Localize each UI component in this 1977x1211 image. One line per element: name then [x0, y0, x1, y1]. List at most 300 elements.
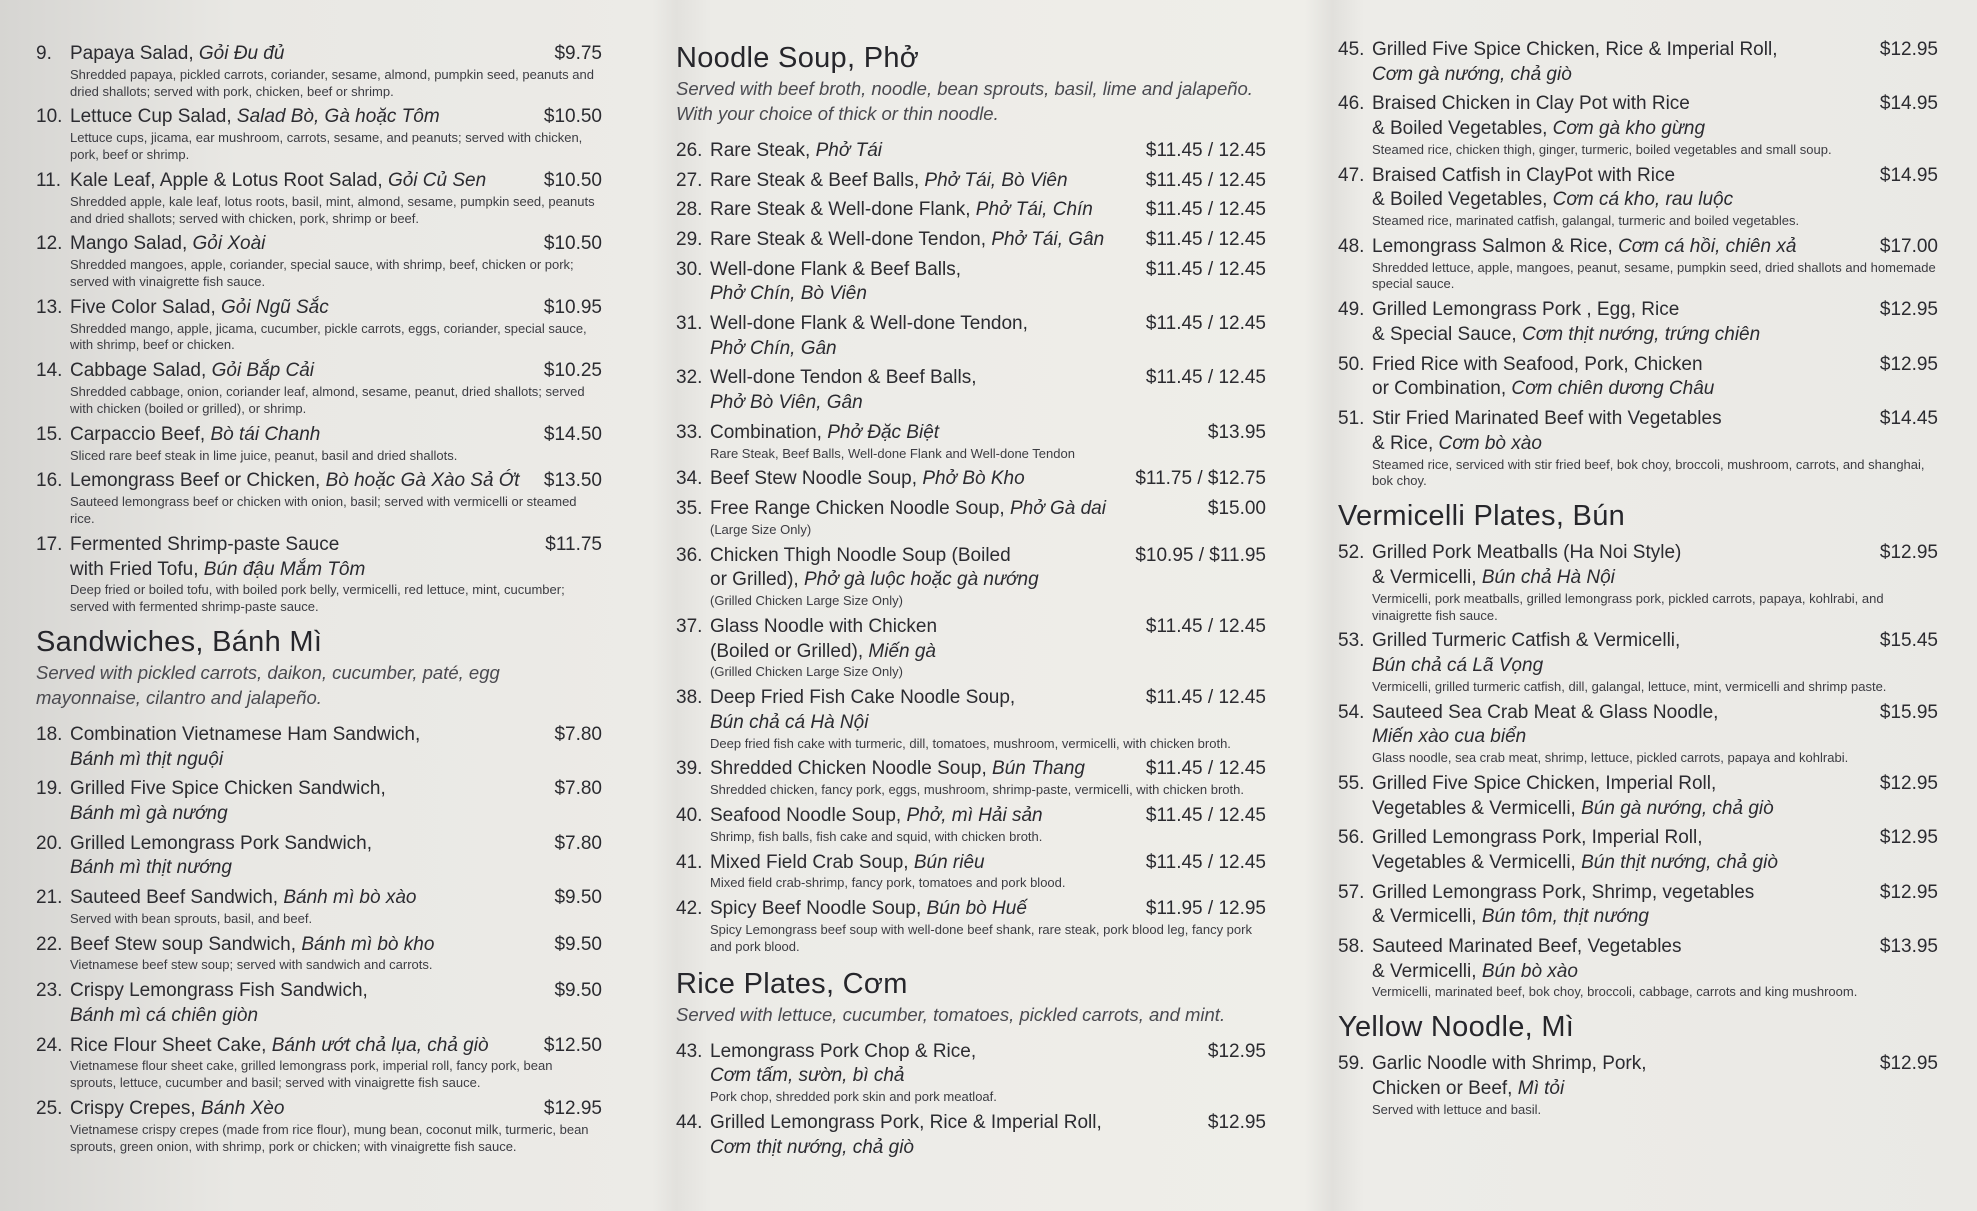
item-name — [710, 228, 1146, 253]
item-name — [710, 1111, 1208, 1136]
menu-item — [36, 979, 602, 1028]
item-name — [1372, 38, 1880, 63]
noodle-soup-section-title: Noodle Soup, Phở — [676, 42, 920, 74]
item-name-vietnamese: Bò hoặc Gà Xào Sả Ớt — [325, 470, 520, 492]
item-description: Vietnamese crispy crepes (made from rice flour), mung bean, coconut milk, turmeric, bean sprouts, green onion, with shrimp, pork or chicken; with vinaigrette fish sauce. — [70, 1121, 589, 1154]
item-name-english: Fermented Shrimp-paste Sauce — [70, 533, 340, 555]
item-description: Deep fried fish cake with turmeric, dill, tomatoes, mushroom, vermicelli, with chicken broth. — [710, 735, 1231, 751]
item-name-english: Grilled Five Spice Chicken, Imperial Roll, — [1372, 772, 1717, 794]
item-name-vietnamese: Phở Gà dai — [1009, 498, 1106, 520]
menu-item-line — [676, 757, 1266, 782]
item-name-vietnamese: Bún thịt nướng, chả giò — [1581, 852, 1778, 874]
menu-item — [676, 1111, 1266, 1160]
item-price: $10.95 / $11.95 — [1135, 544, 1266, 566]
item-description: Shredded chicken, fancy pork, eggs, mushroom, shrimp-paste, vermicelli, with chicken broth. — [710, 782, 1244, 798]
menu-item-line — [36, 979, 602, 1004]
item-number: 56. — [1338, 827, 1365, 849]
menu-item — [1338, 353, 1938, 402]
item-price: $17.00 — [1879, 235, 1938, 257]
menu-item-line — [36, 832, 602, 857]
item-name-vietnamese: Phở Chín, Bò Viên — [710, 283, 867, 305]
item-price: $12.95 — [1879, 353, 1938, 375]
menu-item-line — [36, 1097, 602, 1122]
item-name — [1372, 541, 1880, 566]
item-price: $11.45 / 12.45 — [1145, 367, 1266, 389]
menu-item-line — [1338, 1052, 1938, 1077]
menu-item-line — [1338, 353, 1938, 378]
item-number: 39. — [676, 758, 703, 780]
menu-item-line — [1338, 541, 1938, 566]
menu-item — [676, 258, 1266, 307]
item-name-english: Braised Catfish in ClayPot with Rice — [1372, 164, 1676, 186]
menu-item-line — [1338, 298, 1938, 323]
item-name-vietnamese: Miến xào cua biển — [1372, 726, 1527, 748]
menu-item-line — [676, 366, 1266, 391]
item-name-english: Free Range Chicken Noodle Soup, — [710, 498, 1010, 520]
noodle-soup-items — [676, 139, 1266, 956]
item-name-english: Well-done Tendon & Beef Balls, — [710, 367, 977, 389]
item-description: Shrimp, fish balls, fish cake and squid, with chicken broth. — [710, 828, 1043, 844]
item-name — [70, 832, 554, 857]
item-name — [70, 296, 544, 321]
item-name-english: Vegetables & Vermicelli, — [1372, 797, 1582, 819]
item-name — [70, 1034, 544, 1059]
item-name — [70, 42, 554, 67]
item-price: $10.50 — [543, 233, 602, 255]
item-price: $11.45 / 12.45 — [1145, 805, 1266, 827]
item-name-english: Chicken or Beef, — [1372, 1078, 1518, 1100]
menu-item-line — [676, 421, 1266, 446]
item-name-english: Fried Rice with Seafood, Pork, Chicken — [1372, 353, 1703, 375]
menu-item-line — [36, 886, 602, 911]
item-price: $9.50 — [554, 887, 602, 909]
item-name-english: Crispy Crepes, — [70, 1098, 201, 1120]
item-name — [70, 232, 544, 257]
item-name — [710, 497, 1208, 522]
item-number: 47. — [1338, 164, 1365, 186]
item-number: 37. — [676, 615, 703, 637]
salad-items — [36, 42, 602, 616]
menu-item-line — [36, 933, 602, 958]
item-price: $15.00 — [1207, 498, 1266, 520]
item-price: $14.45 — [1879, 408, 1938, 430]
item-name-vietnamese: Phở Tái, Bò Viên — [924, 169, 1068, 191]
item-number: 20. — [36, 832, 63, 854]
item-name-english: Combination, — [710, 421, 828, 443]
menu-item — [1338, 407, 1938, 490]
item-name-english: & Vermicelli, — [1372, 566, 1482, 588]
item-description: (Grilled Chicken Large Size Only) — [710, 664, 903, 680]
item-number: 52. — [1338, 542, 1365, 564]
item-number: 53. — [1338, 630, 1365, 652]
item-name — [70, 533, 545, 558]
item-description: Shredded mango, apple, jicama, cucumber, pickle carrots, eggs, coriander, special sauce, with shrimp, beef or chicken. — [70, 320, 587, 353]
item-name — [710, 544, 1135, 569]
item-name — [710, 366, 1146, 391]
item-name — [70, 777, 554, 802]
item-name-second-line — [36, 558, 602, 583]
menu-column-left — [36, 42, 602, 1161]
menu-item — [36, 105, 602, 163]
item-description: (Grilled Chicken Large Size Only) — [710, 593, 903, 609]
menu-item — [1338, 235, 1938, 293]
menu-item — [676, 421, 1266, 463]
item-name-vietnamese: Bánh mì thịt nguội — [70, 748, 224, 770]
item-name — [710, 312, 1146, 337]
menu-item — [676, 497, 1266, 539]
item-name — [70, 979, 554, 1004]
item-name-english: Rare Steak & Well-done Flank, — [710, 199, 976, 221]
menu-item-line — [36, 296, 602, 321]
menu-column-middle — [676, 28, 1266, 1165]
menu-item — [1338, 772, 1938, 821]
menu-item-line — [676, 198, 1266, 223]
item-name — [1372, 407, 1880, 432]
item-name — [70, 359, 544, 384]
menu-item — [36, 169, 602, 227]
item-name-english: Grilled Lemongrass Pork, Rice & Imperial Roll, — [710, 1111, 1102, 1133]
item-name-vietnamese: Bánh mì bò xào — [283, 887, 417, 909]
item-name-vietnamese: Phở Bò Viên, Gân — [710, 392, 863, 414]
item-name-vietnamese: Bún chả Hà Nội — [1481, 566, 1615, 588]
menu-item-line — [676, 228, 1266, 253]
item-name-second-line — [1338, 797, 1938, 822]
menu-item-line — [676, 851, 1266, 876]
item-name-second-line — [1338, 377, 1938, 402]
item-name-second-line — [1338, 117, 1938, 142]
item-name-english: Rare Steak, — [710, 139, 816, 161]
item-name-vietnamese: Bún đậu Mắm Tôm — [203, 558, 366, 580]
menu-item-line — [36, 423, 602, 448]
item-description: Lettuce cups, jicama, ear mushroom, carrots, sesame, and peanuts; served with chicken, pork, beef or shrimp. — [70, 130, 583, 163]
item-name-english: Grilled Lemongrass Pork , Egg, Rice — [1372, 299, 1680, 321]
item-name-vietnamese: Gỏi Đu đủ — [198, 43, 285, 64]
item-description: Served with bean sprouts, basil, and beef. — [70, 910, 313, 926]
item-name — [70, 105, 544, 130]
item-name-second-line — [1338, 566, 1938, 591]
item-name-english: & Boiled Vegetables, — [1372, 118, 1553, 140]
menu-item — [1338, 1052, 1938, 1118]
item-price: $12.95 — [1879, 827, 1938, 849]
menu-item — [676, 198, 1266, 223]
item-name-vietnamese: Gỏi Củ Sen — [387, 169, 487, 191]
menu-item-line — [1338, 826, 1938, 851]
item-name-vietnamese: Bún gà nướng, chả giò — [1581, 797, 1774, 819]
menu-item-line — [676, 467, 1266, 492]
item-name — [710, 169, 1146, 194]
item-price: $9.50 — [554, 933, 602, 955]
item-price: $11.45 / 12.45 — [1145, 313, 1266, 335]
item-name-english: Garlic Noodle with Shrimp, Pork, — [1372, 1053, 1647, 1075]
item-price: $13.95 — [1207, 421, 1266, 443]
menu-item — [1338, 881, 1938, 930]
item-name-english: Glass Noodle with Chicken — [710, 615, 938, 637]
menu-item-line — [36, 42, 602, 67]
menu-item-line — [1338, 92, 1938, 117]
item-description: Served with lettuce and basil. — [1372, 1101, 1542, 1117]
menu-item-line — [676, 139, 1266, 164]
yellow-noodle-section-title: Yellow Noodle, Mì — [1338, 1011, 1575, 1044]
vermicelli-items — [1338, 541, 1938, 1001]
item-name-english: Shredded Chicken Noodle Soup, — [710, 758, 993, 780]
item-name-english: & Boiled Vegetables, — [1372, 189, 1553, 211]
item-name — [70, 169, 544, 194]
menu-item-line — [1338, 235, 1938, 260]
menu-item — [676, 544, 1266, 610]
item-number: 14. — [36, 360, 63, 382]
item-price: $10.95 — [543, 296, 602, 318]
item-number: 29. — [676, 229, 703, 250]
item-number: 25. — [36, 1098, 63, 1120]
item-price: $12.95 — [1879, 1053, 1938, 1075]
item-name-english: Spicy Beef Noodle Soup, — [710, 898, 927, 920]
item-name-english: Stir Fried Marinated Beef with Vegetables — [1372, 408, 1722, 430]
item-name-english: Lemongrass Beef or Chicken, — [70, 470, 326, 492]
item-price: $7.80 — [554, 832, 602, 854]
item-price: $11.45 / 12.45 — [1145, 687, 1266, 709]
item-name — [70, 933, 554, 958]
item-name — [710, 1040, 1208, 1065]
item-number: 10. — [36, 106, 63, 128]
item-name-english: Carpaccio Beef, — [70, 423, 211, 445]
menu-item-line — [676, 497, 1266, 522]
menu-item — [1338, 629, 1938, 695]
item-name — [1372, 1052, 1880, 1077]
item-name-vietnamese: Bánh ướt chả lụa, chả giò — [271, 1034, 489, 1056]
item-name-english: & Vermicelli, — [1372, 960, 1482, 982]
menu-item-line — [676, 686, 1266, 711]
item-name-vietnamese: Phở Tái — [815, 139, 883, 161]
item-name — [1372, 353, 1880, 378]
item-name-second-line — [1338, 188, 1938, 213]
item-price: $13.95 — [1879, 936, 1938, 958]
menu-item-line — [36, 359, 602, 384]
item-name — [1372, 881, 1880, 906]
menu-item-line — [1338, 407, 1938, 432]
menu-item — [676, 169, 1266, 194]
item-number: 19. — [36, 778, 63, 800]
item-name-vietnamese: Bò tái Chanh — [210, 423, 321, 445]
item-name — [710, 467, 1135, 492]
menu-item — [36, 886, 602, 928]
menu-item — [1338, 701, 1938, 767]
item-description: Shredded papaya, pickled carrots, coriander, sesame, almond, pumpkin seed, peanuts and dried shallots; served with pork, chicken, beef or shrimp. — [70, 66, 594, 99]
item-name-second-line — [1338, 1077, 1938, 1102]
item-name-vietnamese: Gỏi Ngũ Sắc — [221, 296, 329, 318]
item-name — [1372, 826, 1880, 851]
item-name — [1372, 235, 1880, 260]
item-number: 22. — [36, 933, 63, 955]
menu-item — [1338, 38, 1938, 87]
item-price: $14.95 — [1879, 93, 1938, 115]
sandwiches-section-title: Sandwiches, Bánh Mì — [36, 626, 323, 659]
item-number: 12. — [36, 233, 63, 255]
item-number: 55. — [1338, 772, 1365, 794]
item-name-vietnamese: Phở Tái, Gân — [991, 229, 1105, 250]
item-name — [710, 897, 1146, 922]
menu-item — [36, 1034, 602, 1092]
item-name-english: with Fried Tofu, — [70, 558, 204, 580]
item-price: $9.50 — [554, 980, 602, 1002]
item-number: 13. — [36, 296, 63, 318]
item-name-english: Well-done Flank & Beef Balls, — [710, 258, 961, 280]
menu-item — [676, 1040, 1266, 1106]
item-name — [1372, 629, 1880, 654]
item-name-vietnamese: Cơm thịt nướng, chả giò — [710, 1136, 914, 1158]
item-number: 16. — [36, 470, 63, 492]
item-name — [710, 421, 1208, 446]
item-name-second-line — [1338, 432, 1938, 457]
item-name-vietnamese: Cơm gà nướng, chả giò — [1372, 63, 1572, 85]
item-name — [710, 615, 1146, 640]
menu-item — [36, 933, 602, 975]
item-number: 38. — [676, 687, 703, 709]
item-name-second-line — [1338, 851, 1938, 876]
item-number: 32. — [676, 367, 703, 389]
item-number: 44. — [676, 1111, 703, 1133]
menu-item — [676, 228, 1266, 253]
item-name-vietnamese: Bún tôm, thịt nướng — [1481, 906, 1649, 928]
menu-item — [36, 423, 602, 465]
menu-item-line — [1338, 881, 1938, 906]
menu-item-line — [1338, 701, 1938, 726]
item-name — [1372, 935, 1880, 960]
item-name-english: Grilled Turmeric Catfish & Vermicelli, — [1372, 630, 1681, 652]
item-name-english: Kale Leaf, Apple & Lotus Root Salad, — [70, 169, 388, 191]
item-price: $11.45 / 12.45 — [1145, 169, 1266, 191]
menu-item — [1338, 826, 1938, 875]
item-description: Sauteed lemongrass beef or chicken with onion, basil; served with vermicelli or steamed rice. — [70, 494, 577, 526]
menu-item — [36, 723, 602, 772]
item-name-english: Chicken Thigh Noodle Soup (Boiled — [710, 544, 1011, 566]
item-price: $12.95 — [1879, 772, 1938, 794]
item-name-english: Sauteed Marinated Beef, Vegetables — [1372, 936, 1682, 958]
menu-item-line — [36, 1034, 602, 1059]
item-number: 57. — [1338, 881, 1365, 903]
item-name — [710, 686, 1146, 711]
menu-item-line — [36, 232, 602, 257]
item-name-vietnamese: Bánh mì thịt nướng — [70, 857, 232, 879]
item-name-vietnamese: Cơm gà kho gừng — [1552, 118, 1706, 140]
vermicelli-section-title: Vermicelli Plates, Bún — [1338, 500, 1626, 533]
item-name-second-line — [1338, 905, 1938, 930]
item-number: 43. — [676, 1040, 703, 1062]
rice-plates-section-subtitle: Served with lettuce, cucumber, tomatoes, pickled carrots, and mint. — [676, 1003, 1226, 1025]
item-number: 31. — [676, 313, 703, 335]
item-name-english: Lettuce Cup Salad, — [70, 106, 237, 128]
item-name-english: Cabbage Salad, — [70, 360, 212, 382]
menu-item — [36, 469, 602, 527]
item-description: Vermicelli, marinated beef, bok choy, broccoli, cabbage, carrots and king mushroom. — [1372, 984, 1858, 1000]
item-price: $12.95 — [543, 1098, 602, 1120]
menu-item-line — [676, 312, 1266, 337]
item-name-vietnamese: Bánh mì bò kho — [301, 933, 435, 955]
item-name-english: Rare Steak & Well-done Tendon, — [710, 229, 992, 250]
item-name-english: Grilled Lemongrass Pork, Shrimp, vegetables — [1372, 881, 1755, 903]
item-description: Vietnamese beef stew soup; served with sandwich and carrots. — [70, 957, 433, 973]
item-name-english: Mixed Field Crab Soup, — [710, 851, 914, 873]
item-number: 23. — [36, 980, 63, 1002]
item-name-vietnamese: Bánh mì gà nướng — [70, 803, 228, 825]
menu-item — [1338, 164, 1938, 230]
item-price: $12.95 — [1207, 1040, 1266, 1062]
item-number: 59. — [1338, 1053, 1365, 1075]
item-price: $11.45 / 12.45 — [1145, 851, 1266, 873]
item-name-english: Grilled Pork Meatballs (Ha Noi Style) — [1372, 542, 1682, 564]
item-description: Mixed field crab-shrimp, fancy pork, tomatoes and pork blood. — [710, 875, 1066, 891]
item-name — [1372, 298, 1880, 323]
item-name-english: Seafood Noodle Soup, — [710, 805, 907, 827]
menu-item-line — [676, 169, 1266, 194]
item-name-english: Well-done Flank & Well-done Tendon, — [710, 313, 1028, 335]
item-number: 41. — [676, 851, 703, 873]
item-price: $11.45 / 12.45 — [1145, 229, 1266, 250]
menu-item-line — [36, 469, 602, 494]
item-description: Shredded mangoes, apple, coriander, special sauce, with shrimp, beef, chicken or pork; served with vinaigrette fish sauce. — [70, 257, 574, 289]
item-price: $15.95 — [1879, 701, 1938, 723]
item-name-vietnamese: Cơm thịt nướng, trứng chiên — [1521, 324, 1761, 346]
item-price: $13.50 — [543, 470, 602, 492]
item-number: 48. — [1338, 235, 1365, 257]
item-number: 46. — [1338, 93, 1365, 115]
item-price: $12.95 — [1879, 542, 1938, 564]
item-name — [710, 757, 1146, 782]
item-name-english: Braised Chicken in Clay Pot with Rice — [1372, 93, 1690, 115]
item-name — [710, 198, 1146, 223]
item-name-english: Crispy Lemongrass Fish Sandwich, — [70, 980, 368, 1002]
menu-item — [676, 615, 1266, 681]
item-name-vietnamese: Phở Bò Kho — [922, 468, 1025, 490]
item-name-vietnamese: Mì tỏi — [1517, 1078, 1565, 1100]
item-name-vietnamese: Miến gà — [868, 640, 936, 662]
item-price: $7.80 — [554, 778, 602, 800]
item-number: 15. — [36, 423, 63, 445]
item-number: 17. — [36, 533, 63, 555]
item-name-english: Grilled Five Spice Chicken, Rice & Imperial Roll, — [1372, 39, 1778, 60]
menu-item — [676, 139, 1266, 164]
item-price: $11.95 / 12.95 — [1145, 898, 1266, 920]
item-name — [1372, 92, 1880, 117]
menu-item-line — [676, 897, 1266, 922]
item-name-english: Mango Salad, — [70, 233, 193, 255]
item-name — [710, 804, 1146, 829]
yellow-noodle-items — [1338, 1052, 1938, 1118]
item-name-english: or Grilled), — [710, 569, 804, 591]
item-name — [70, 423, 544, 448]
menu-item-line — [676, 804, 1266, 829]
menu-item-line — [1338, 38, 1938, 63]
menu-item — [676, 804, 1266, 846]
item-description: Steamed rice, marinated catfish, galangal, turmeric and boiled vegetables. — [1372, 213, 1800, 229]
menu-item-line — [1338, 164, 1938, 189]
item-name-vietnamese: Gỏi Bắp Cải — [211, 360, 315, 382]
item-number: 58. — [1338, 936, 1365, 958]
item-description: Deep fried or boiled tofu, with boiled pork belly, vermicelli, red lettuce, mint, cucumber; served with fermented shrimp-paste sauce. — [70, 582, 565, 615]
menu-item — [36, 533, 602, 616]
menu-item — [676, 851, 1266, 893]
menu-item-line — [36, 723, 602, 748]
rice-plate-items-continued — [1338, 38, 1938, 490]
item-name-vietnamese: Phở Đặc Biệt — [827, 421, 940, 443]
item-name-english: Grilled Lemongrass Pork Sandwich, — [70, 832, 373, 854]
item-description: Vermicelli, grilled turmeric catfish, dill, galangal, lettuce, mint, vermicelli and shrimp paste. — [1372, 678, 1887, 694]
rice-plate-items — [676, 1040, 1266, 1161]
item-name-english: Beef Stew soup Sandwich, — [70, 933, 302, 955]
item-name-second-line — [1338, 960, 1938, 985]
item-name-vietnamese: Bún chả cá Lã Vọng — [1372, 655, 1544, 677]
menu-item-line — [676, 258, 1266, 283]
menu-item-line — [36, 169, 602, 194]
